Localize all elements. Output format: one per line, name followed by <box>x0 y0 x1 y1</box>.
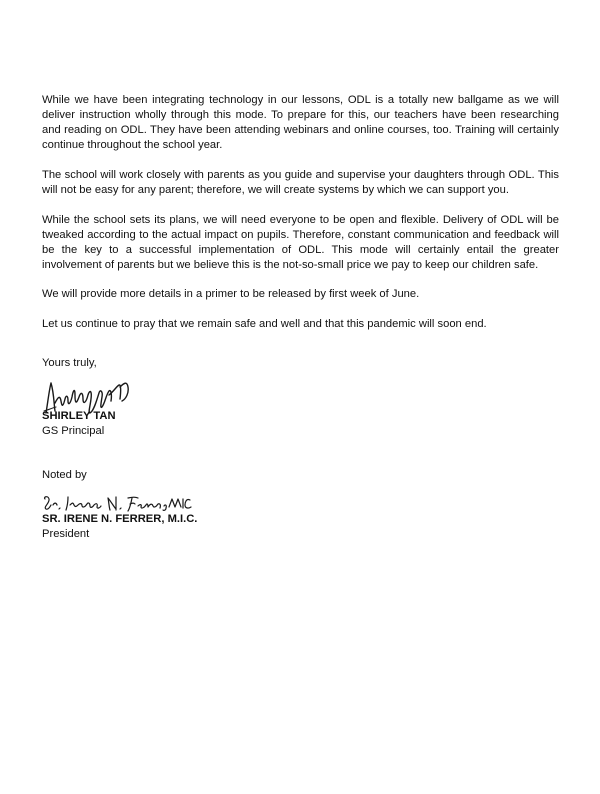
paragraph-4: We will provide more details in a primer to be released by first week of June. <box>42 288 420 301</box>
president-name: SR. IRENE N. FERRER, M.I.C. <box>42 512 198 525</box>
principal-title: GS Principal <box>42 425 105 438</box>
paragraph-1: While we have been integrating technology in our lessons, ODL is a totally new ballgame as we will deliver instruction wholly through this mode. To prepare for this, our teachers have been researching and reading on ODL. They have been attending webinars and online courses, too. Training will certainly continue throughout the school year. <box>42 94 559 152</box>
paragraph-5: Let us continue to pray that we remain safe and well and that this pandemic will soon end. <box>42 318 487 331</box>
president-signature-block <box>42 493 559 542</box>
principal-signature-block <box>42 377 559 439</box>
paragraph-3: While the school sets its plans, we will need everyone to be open and flexible. Delivery of ODL will be tweaked according to the actual impact on pupils. Therefore, constant communication and feedback will be the key to a successful implementation of ODL. This mode will certainly entail the greater involvement of parents but we believe this is the not-so-small price we pay to keep our children safe. <box>42 213 559 271</box>
paragraph-2: The school will work closely with parents as you guide and supervise your daughters through ODL. This will not be easy for any parent; therefore, we will create systems by which we can support you. <box>42 168 559 196</box>
noted-by-label: Noted by <box>42 469 87 482</box>
principal-name: SHIRLEY TAN <box>42 410 116 423</box>
president-title: President <box>42 527 90 540</box>
closing-salutation: Yours truly, <box>42 357 97 370</box>
letter-body <box>42 93 559 542</box>
